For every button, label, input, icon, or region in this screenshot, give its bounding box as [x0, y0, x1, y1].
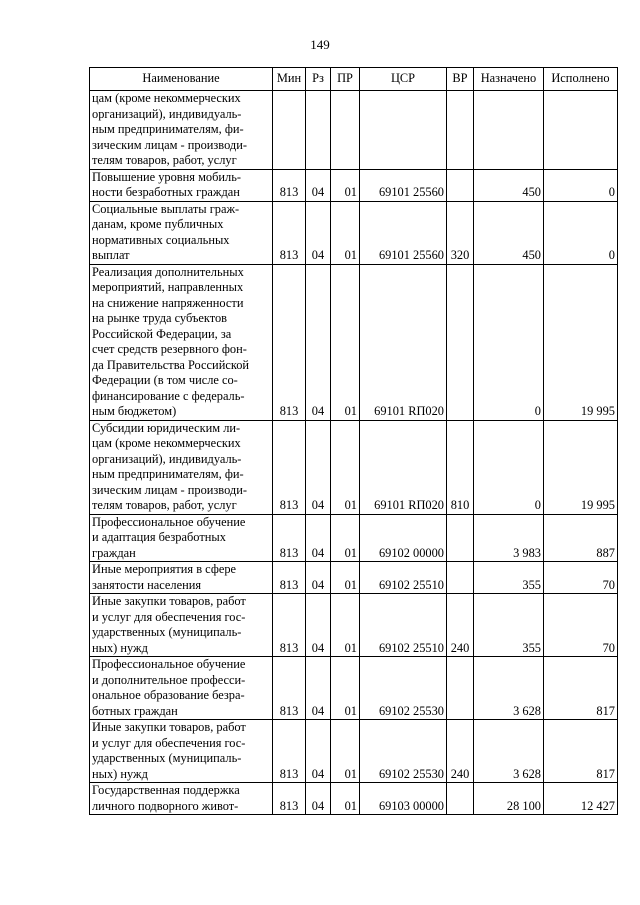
- cell-min: [273, 91, 306, 170]
- cell-executed: 19 995: [544, 264, 618, 420]
- header-csr: ЦСР: [360, 68, 447, 91]
- cell-csr: 69101 25560: [360, 169, 447, 201]
- cell-assigned: [474, 91, 544, 170]
- cell-pr: 01: [331, 720, 360, 783]
- cell-min: 813: [273, 514, 306, 562]
- cell-assigned: 3 628: [474, 720, 544, 783]
- cell-vr: [447, 562, 474, 594]
- cell-assigned: 355: [474, 562, 544, 594]
- header-vr: ВР: [447, 68, 474, 91]
- cell-pr: 01: [331, 169, 360, 201]
- cell-rz: 04: [306, 264, 331, 420]
- cell-min: 813: [273, 264, 306, 420]
- cell-csr: 69101 25560: [360, 201, 447, 264]
- cell-min: 813: [273, 657, 306, 720]
- cell-name: Социальные выплаты граж- данам, кроме публичных нормативных социальных выплат: [90, 201, 273, 264]
- cell-pr: 01: [331, 420, 360, 514]
- cell-assigned: 450: [474, 169, 544, 201]
- cell-executed: 0: [544, 169, 618, 201]
- budget-table: [89, 67, 618, 815]
- cell-rz: 04: [306, 420, 331, 514]
- cell-executed: 887: [544, 514, 618, 562]
- cell-csr: 69101 RП020: [360, 264, 447, 420]
- cell-executed: 12 427: [544, 783, 618, 815]
- cell-min: 813: [273, 783, 306, 815]
- header-name: Наименование: [90, 68, 273, 91]
- cell-csr: 69102 25510: [360, 562, 447, 594]
- cell-name: Профессиональное обучение и дополнительное професси- ональное образование безра- ботных граждан: [90, 657, 273, 720]
- cell-name: Профессиональное обучение и адаптация безработных граждан: [90, 514, 273, 562]
- table-row: [90, 91, 618, 170]
- cell-min: 813: [273, 420, 306, 514]
- cell-rz: 04: [306, 169, 331, 201]
- cell-name: Иные мероприятия в сфере занятости населения: [90, 562, 273, 594]
- cell-executed: [544, 91, 618, 170]
- cell-pr: [331, 91, 360, 170]
- cell-min: 813: [273, 594, 306, 657]
- cell-executed: 817: [544, 720, 618, 783]
- cell-pr: 01: [331, 562, 360, 594]
- header-min: Мин: [273, 68, 306, 91]
- cell-assigned: 28 100: [474, 783, 544, 815]
- cell-vr: 320: [447, 201, 474, 264]
- table-row: [90, 720, 618, 783]
- cell-rz: [306, 91, 331, 170]
- cell-pr: 01: [331, 264, 360, 420]
- cell-pr: 01: [331, 201, 360, 264]
- cell-rz: 04: [306, 562, 331, 594]
- cell-pr: 01: [331, 783, 360, 815]
- page-number: 149: [310, 37, 330, 52]
- cell-executed: 0: [544, 201, 618, 264]
- cell-name: Иные закупки товаров, работ и услуг для обеспечения гос- ударственных (муниципаль- ных) нужд: [90, 594, 273, 657]
- table-row: [90, 420, 618, 514]
- cell-name: Иные закупки товаров, работ и услуг для обеспечения гос- ударственных (муниципаль- ных) нужд: [90, 720, 273, 783]
- table-row: [90, 201, 618, 264]
- cell-csr: 69102 25530: [360, 657, 447, 720]
- header-pr: ПР: [331, 68, 360, 91]
- cell-assigned: 450: [474, 201, 544, 264]
- cell-vr: [447, 514, 474, 562]
- cell-assigned: 0: [474, 420, 544, 514]
- cell-executed: 70: [544, 562, 618, 594]
- header-executed: Исполнено: [544, 68, 618, 91]
- header-assigned: Назначено: [474, 68, 544, 91]
- cell-name: цам (кроме некоммерческих организаций), индивидуаль- ным предпринимателям, фи- зическим лицам - производи- телям товаров, работ, услуг: [90, 91, 273, 170]
- cell-csr: 69103 00000: [360, 783, 447, 815]
- cell-executed: 19 995: [544, 420, 618, 514]
- table-row: [90, 264, 618, 420]
- cell-vr: [447, 657, 474, 720]
- cell-rz: 04: [306, 594, 331, 657]
- cell-vr: [447, 91, 474, 170]
- header-row: [90, 68, 618, 91]
- cell-rz: 04: [306, 201, 331, 264]
- cell-vr: [447, 783, 474, 815]
- cell-min: 813: [273, 562, 306, 594]
- cell-name: Государственная поддержка личного подворного живот-: [90, 783, 273, 815]
- cell-executed: 70: [544, 594, 618, 657]
- cell-rz: 04: [306, 720, 331, 783]
- cell-assigned: 3 628: [474, 657, 544, 720]
- cell-pr: 01: [331, 657, 360, 720]
- cell-vr: [447, 169, 474, 201]
- cell-csr: 69102 00000: [360, 514, 447, 562]
- cell-name: Реализация дополнительных мероприятий, направленных на снижение напряженности на рынке труда субъектов Российской Федерации, за счет средств резервного фон- да Правительства Российской Федерации (в том числе со- финансирование с федераль- ным бюджетом): [90, 264, 273, 420]
- cell-vr: 240: [447, 594, 474, 657]
- cell-vr: [447, 264, 474, 420]
- table-row: [90, 657, 618, 720]
- cell-assigned: 3 983: [474, 514, 544, 562]
- cell-min: 813: [273, 201, 306, 264]
- cell-min: 813: [273, 169, 306, 201]
- cell-rz: 04: [306, 514, 331, 562]
- cell-min: 813: [273, 720, 306, 783]
- header-rz: Рз: [306, 68, 331, 91]
- cell-vr: 810: [447, 420, 474, 514]
- cell-csr: 69102 25510: [360, 594, 447, 657]
- table-row: [90, 169, 618, 201]
- cell-assigned: 0: [474, 264, 544, 420]
- cell-name: Повышение уровня мобиль- ности безработных граждан: [90, 169, 273, 201]
- table-row: [90, 594, 618, 657]
- cell-pr: 01: [331, 514, 360, 562]
- cell-assigned: 355: [474, 594, 544, 657]
- table-row: [90, 783, 618, 815]
- cell-name: Субсидии юридическим ли- цам (кроме некоммерческих организаций), индивидуаль- ным предпринимателям, фи- зическим лицам - производи- телям товаров, работ, услуг: [90, 420, 273, 514]
- cell-executed: 817: [544, 657, 618, 720]
- cell-rz: 04: [306, 657, 331, 720]
- cell-vr: 240: [447, 720, 474, 783]
- cell-pr: 01: [331, 594, 360, 657]
- cell-csr: 69101 RП020: [360, 420, 447, 514]
- table-row: [90, 562, 618, 594]
- table-row: [90, 514, 618, 562]
- cell-csr: [360, 91, 447, 170]
- cell-csr: 69102 25530: [360, 720, 447, 783]
- cell-rz: 04: [306, 783, 331, 815]
